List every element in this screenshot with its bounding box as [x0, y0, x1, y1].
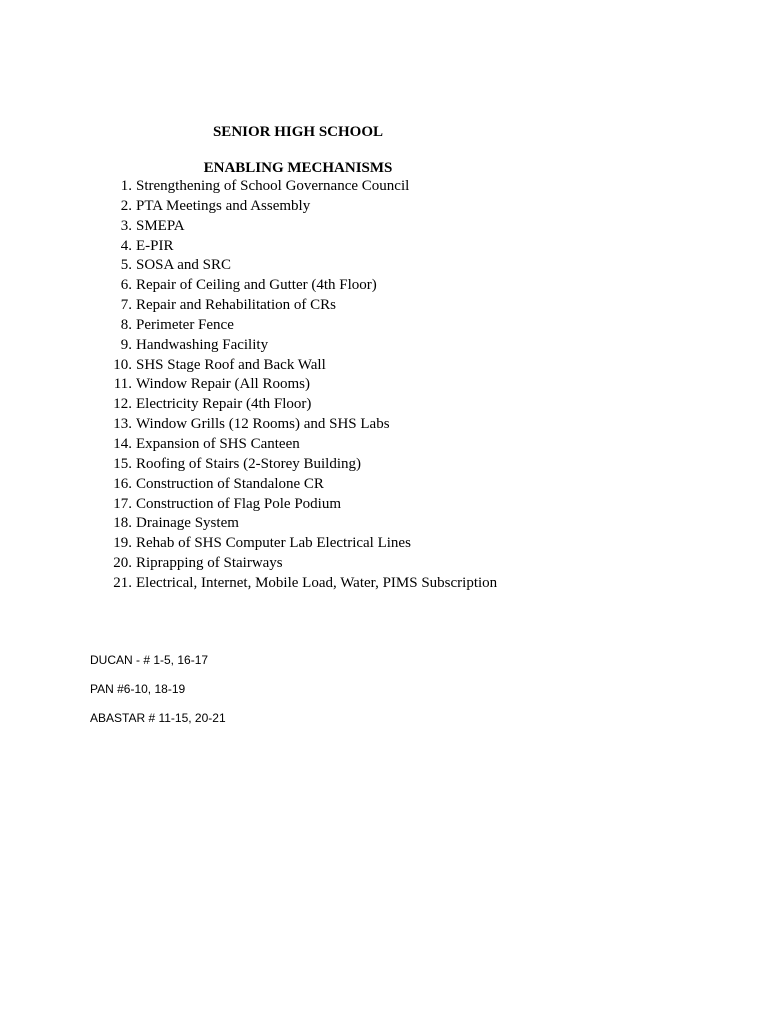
document-title: SENIOR HIGH SCHOOL [212, 124, 384, 140]
list-item-number: 12. [113, 396, 132, 413]
list-item-text: Rehab of SHS Computer Lab Electrical Lines [136, 535, 411, 552]
assignment-line: DUCAN - # 1-5, 16-17 [90, 653, 209, 667]
list-item-text: Handwashing Facility [136, 336, 269, 353]
list-item-number: 13. [113, 416, 132, 433]
assignment-line: PAN #6-10, 18-19 [90, 682, 186, 696]
list-item-number: 3. [120, 217, 132, 234]
list-item-text: Drainage System [136, 515, 239, 532]
list-item-number: 19. [113, 535, 132, 552]
list-item-number: 9. [120, 336, 132, 353]
list-item-number: 16. [113, 475, 132, 492]
list-item-text: Window Repair (All Rooms) [136, 376, 310, 393]
list-item-text: Perimeter Fence [136, 316, 234, 333]
list-item-text: SOSA and SRC [136, 257, 232, 274]
list-item-number: 7. [120, 297, 132, 314]
list-item-text: Construction of Flag Pole Podium [136, 495, 342, 512]
list-item-text: Electricity Repair (4th Floor) [136, 396, 312, 413]
list-item-number: 20. [113, 555, 132, 572]
list-item-number: 18. [113, 515, 132, 532]
list-item-text: Riprapping of Stairways [136, 555, 283, 572]
list-item-text: Roofing of Stairs (2-Storey Building) [136, 455, 361, 472]
list-item-text: Repair of Ceiling and Gutter (4th Floor) [136, 277, 377, 294]
list-item-number: 5. [120, 257, 132, 274]
list-item-text: Construction of Standalone CR [136, 475, 324, 492]
list-item-text: Strengthening of School Governance Council [136, 178, 410, 194]
list-item-number: 21. [113, 574, 132, 591]
list-item-text: E-PIR [136, 237, 174, 254]
list-item-text: SMEPA [136, 217, 185, 234]
list-item-number: 10. [113, 356, 132, 373]
list-item-text: Repair and Rehabilitation of CRs [136, 297, 336, 314]
list-item-number: 2. [120, 197, 132, 214]
list-item-number: 6. [120, 277, 132, 294]
list-item-number: 14. [113, 435, 132, 452]
document-subtitle: ENABLING MECHANISMS [203, 160, 393, 176]
list-item-text: Window Grills (12 Rooms) and SHS Labs [136, 416, 390, 433]
list-item-number: 15. [113, 455, 132, 472]
list-item-text: PTA Meetings and Assembly [136, 197, 311, 214]
list-item-number: 8. [120, 316, 132, 333]
assignment-line: ABASTAR # 11-15, 20-21 [90, 711, 226, 725]
list-item-text: Expansion of SHS Canteen [136, 435, 300, 452]
list-item-number: 11. [113, 376, 132, 393]
list-item-number: 17. [113, 495, 132, 512]
list-item-text: Electrical, Internet, Mobile Load, Water, PIMS Subscription [136, 574, 498, 591]
list-item-number: 1. [120, 178, 132, 194]
list-item-number: 4. [120, 237, 132, 254]
list-item-text: SHS Stage Roof and Back Wall [136, 356, 326, 373]
